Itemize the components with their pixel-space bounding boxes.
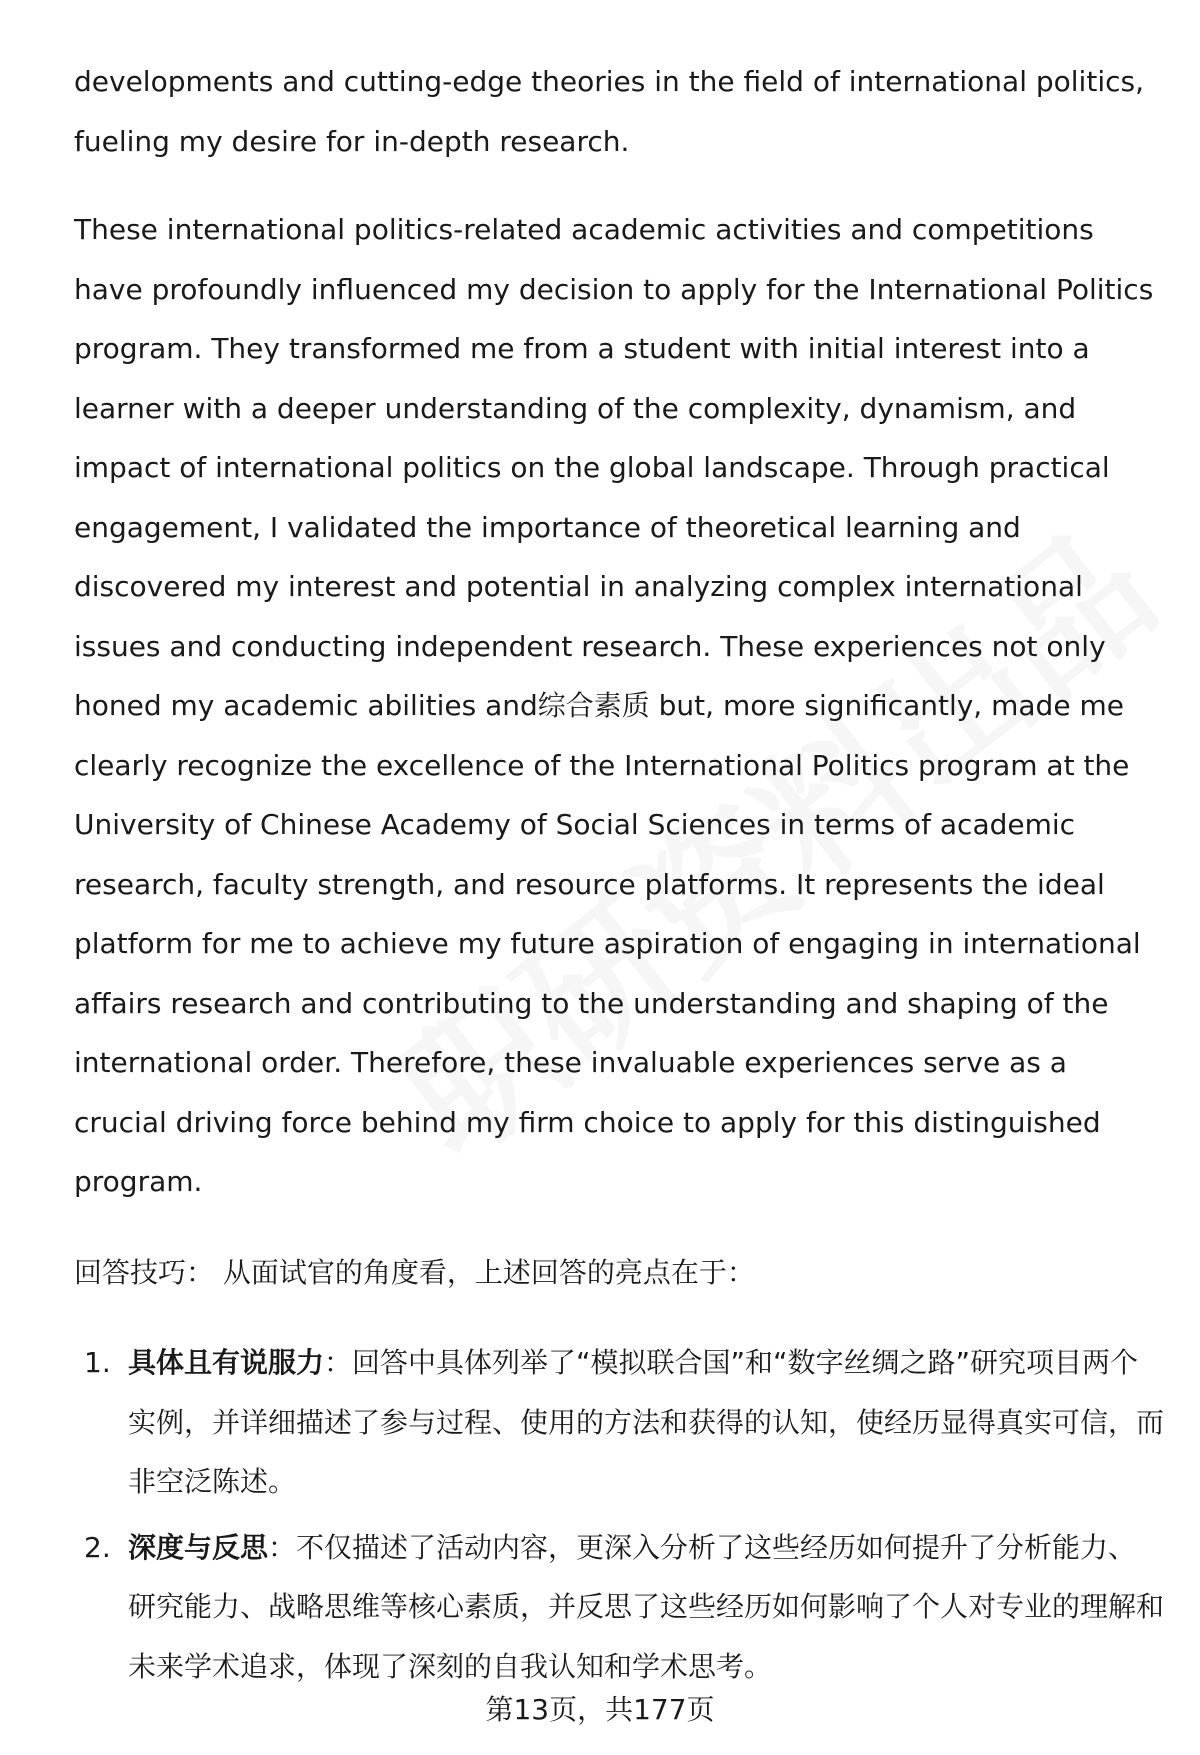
paragraph-2: These international politics-related academic activities and competitions have profoundly influenced my decision to apply for the International Politics program. They transformed me from a student with initial interest into a learner with a deeper understanding of the complexity, dynamism, and impact of international politics on the global landscape. Through practical engagement, I validated the importance of theoretical learning and discovered my interest and potential in analyzing complex international issues and conducting independent research. These experiences not only honed my academic abilities and综合素质 but, more significantly, made me clearly recognize the excellence of the International Politics program at the University of Chinese Academy of Social Sciences in terms of academic research, faculty strength, and resource platforms. It represents the ideal platform for me to achieve my future aspiration of engaging in international affairs research and contributing to the understanding and shaping of the international order. Therefore, these invaluable experiences serve as a crucial driving force behind my firm choice to apply for this distinguished program. [74,213,1154,1198]
page-number-footer: 第13页，共177页 [485,1693,715,1726]
tips-heading: 回答技巧： 从面试官的角度看，上述回答的亮点在于： [74,1255,755,1289]
tips-list-item [74,1333,1164,1512]
list-number: 2. [84,1530,111,1564]
page-content [74,52,1164,1702]
list-number: 1. [84,1346,111,1379]
tip-text: ：不仅描述了活动内容，更深入分析了这些经历如何提升了分析能力、研究能力、战略思维等核心素质，并反思了这些经历如何影响了个人对专业的理解和未来学术追求，体现了深刻的自我认知和学术思考。 [128,1530,1165,1683]
tips-list [74,1333,1164,1696]
tip-text: ：回答中具体列举了“模拟联合国”和“数字丝绸之路”研究项目两个实例，并详细描述了参与过程、使用的方法和获得的认知，使经历显得真实可信，而非空泛陈述。 [128,1346,1165,1498]
paragraph-1: developments and cutting-edge theories in the field of international politics, fueling my desire for in-depth research. [74,65,1144,158]
tip-term: 深度与反思 [128,1530,269,1564]
tips-list-item [74,1518,1164,1697]
tip-term: 具体且有说服力 [128,1346,325,1379]
